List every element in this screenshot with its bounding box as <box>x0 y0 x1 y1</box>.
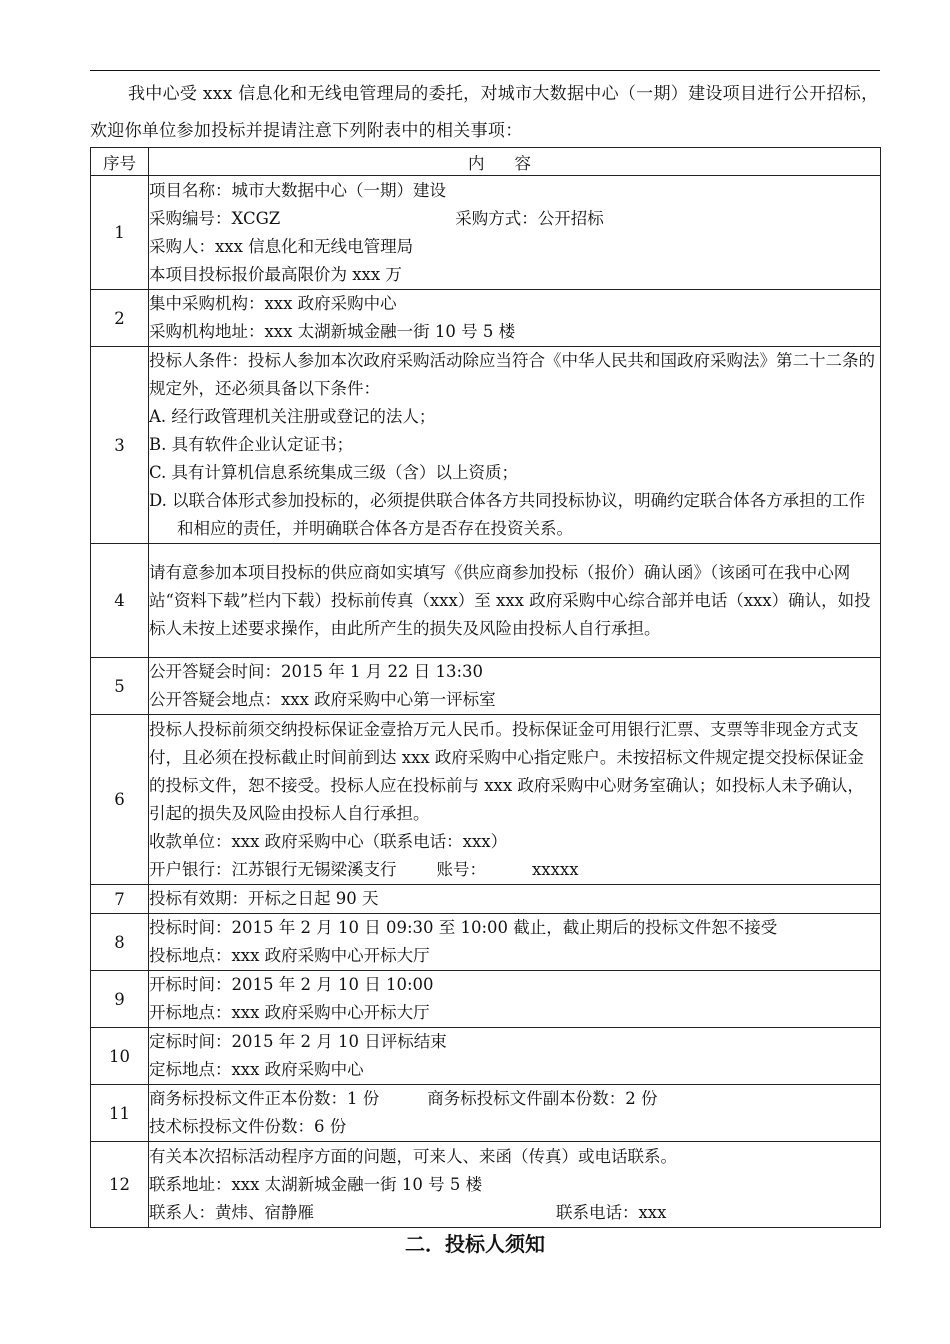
opening-time: 开标时间：2015 年 2 月 10 日 10:00 <box>149 975 434 994</box>
table-row <box>91 658 881 715</box>
bidder-conditions: 投标人条件：投标人参加本次政府采购活动除应当符合《中华人民共和国政府采购法》第二十二条的规定外，还必须具备以下条件： <box>149 351 875 398</box>
payee: 收款单位：xxx 政府采购中心（联系电话：xxx） <box>149 831 508 851</box>
intro-paragraph: 我中心受 xxx 信息化和无线电管理局的委托，对城市大数据中心（一期）建设项目进行公开招标，欢迎你单位参加投标并提请注意下列附表中的相关事项： <box>90 84 879 141</box>
bank-name: 开户银行：江苏银行无锡梁溪支行 <box>149 859 397 879</box>
account-number: xxxxx <box>532 859 579 879</box>
row-content <box>149 971 881 1028</box>
row-number: 1 <box>91 176 149 290</box>
header-rule <box>90 70 880 71</box>
row-content <box>149 1085 881 1142</box>
row-number: 6 <box>91 715 149 885</box>
table-row <box>91 971 881 1028</box>
agency-address: 采购机构地址：xxx 太湖新城金融一街 10 号 5 楼 <box>149 322 516 341</box>
row-content <box>149 885 881 914</box>
annex-table <box>90 147 881 1228</box>
row-content <box>149 1028 881 1085</box>
business-original-copies: 商务标投标文件正本份数：1 份 <box>149 1089 380 1108</box>
section-heading: 二．投标人须知 <box>405 1232 545 1256</box>
row-number: 5 <box>91 658 149 715</box>
procurement-code: 采购编号：XCGZ <box>149 208 281 228</box>
row-number: 9 <box>91 971 149 1028</box>
condition-c: C. 具有计算机信息系统集成三级（含）以上资质； <box>149 463 519 482</box>
row-content <box>149 347 881 544</box>
table-row <box>91 715 881 885</box>
table-row <box>91 1028 881 1085</box>
table-row <box>91 290 881 347</box>
contact-person: 联系人：黄炜、宿静雁 <box>149 1202 314 1222</box>
price-limit: 本项目投标报价最高限价为 xxx 万 <box>149 264 402 284</box>
condition-a: A. 经行政管理机关注册或登记的法人； <box>149 407 436 426</box>
purchaser: 采购人：xxx 信息化和无线电管理局 <box>149 236 414 256</box>
table-header-row <box>91 148 881 176</box>
table-row <box>91 885 881 914</box>
row-content <box>149 176 881 290</box>
bid-location: 投标地点：xxx 政府采购中心开标大厅 <box>149 946 430 965</box>
agency-name: 集中采购机构：xxx 政府采购中心 <box>149 294 397 313</box>
qa-meeting-time: 公开答疑会时间：2015 年 1 月 22 日 13:30 <box>149 662 484 681</box>
row-number: 8 <box>91 914 149 971</box>
award-time: 定标时间：2015 年 2 月 10 日评标结束 <box>149 1032 447 1051</box>
contact-phone: 联系电话：xxx <box>556 1202 667 1222</box>
row-number: 7 <box>91 885 149 914</box>
header-content: 内容 <box>149 148 881 176</box>
contact-line <box>149 1199 880 1227</box>
row-content <box>149 1142 881 1228</box>
row-content <box>149 658 881 715</box>
account-label: 账号： <box>436 859 486 879</box>
bid-time: 投标时间：2015 年 2 月 10 日 09:30 至 10:00 截止，截止期后的投标文件恕不接受 <box>149 918 778 937</box>
technical-copies: 技术标投标文件份数：6 份 <box>149 1117 347 1136</box>
row-content <box>149 914 881 971</box>
table-row <box>91 176 881 290</box>
header-no: 序号 <box>91 148 149 176</box>
table-row <box>91 914 881 971</box>
row-number: 11 <box>91 1085 149 1142</box>
qa-meeting-location: 公开答疑会地点：xxx 政府采购中心第一评标室 <box>149 690 496 709</box>
project-name: 项目名称：城市大数据中心（一期）建设 <box>149 180 446 200</box>
row-number: 12 <box>91 1142 149 1228</box>
table-row <box>91 1142 881 1228</box>
row-number: 2 <box>91 290 149 347</box>
table-row <box>91 347 881 544</box>
row-number: 10 <box>91 1028 149 1085</box>
award-location: 定标地点：xxx 政府采购中心 <box>149 1060 364 1079</box>
opening-location: 开标地点：xxx 政府采购中心开标大厅 <box>149 1003 430 1022</box>
table-row <box>91 1085 881 1142</box>
business-duplicate-copies: 商务标投标文件副本份数：2 份 <box>427 1089 658 1108</box>
bid-deposit-notice: 投标人投标前须交纳投标保证金壹拾万元人民币。投标保证金可用银行汇票、支票等非现金方式支付，且必须在投标截止时间前到达 xxx 政府采购中心指定账户。未按招标文件规定提交投标保证金的投标文件，恕不接受。投标人应在投标前与 xxx 政府采购中心财务室确认；如投标人未予确认，引起的损失及风险由投标人自行承担。 <box>149 719 864 823</box>
row-content <box>149 544 881 658</box>
copies-line <box>149 1085 880 1113</box>
procurement-method: 采购方式：公开招标 <box>455 208 604 228</box>
row-number: 3 <box>91 347 149 544</box>
table-row <box>91 544 881 658</box>
contact-notice: 有关本次招标活动程序方面的问题，可来人、来函（传真）或电话联系。 <box>149 1146 677 1166</box>
condition-d: D. 以联合体形式参加投标的，必须提供联合体各方共同投标协议，明确约定联合体各方承担的工作和相应的责任，并明确联合体各方是否存在投资关系。 <box>149 491 866 538</box>
procurement-info-line <box>149 205 880 233</box>
row-number: 4 <box>91 544 149 658</box>
bid-validity: 投标有效期：开标之日起 90 天 <box>149 889 379 908</box>
condition-b: B. 具有软件企业认定证书； <box>149 435 354 454</box>
bank-info-line <box>149 856 880 884</box>
row-content <box>149 290 881 347</box>
row-content <box>149 715 881 885</box>
contact-address: 联系地址：xxx 太湖新城金融一街 10 号 5 楼 <box>149 1174 483 1194</box>
confirmation-notice: 请有意参加本项目投标的供应商如实填写《供应商参加投标（报价）确认函》（该函可在我中心网站“资料下载”栏内下载）投标前传真（xxx）至 xxx 政府采购中心综合部并电话（xxx）确认，如投标人未按上述要求操作，由此所产生的损失及风险由投标人自行承担。 <box>149 562 871 638</box>
